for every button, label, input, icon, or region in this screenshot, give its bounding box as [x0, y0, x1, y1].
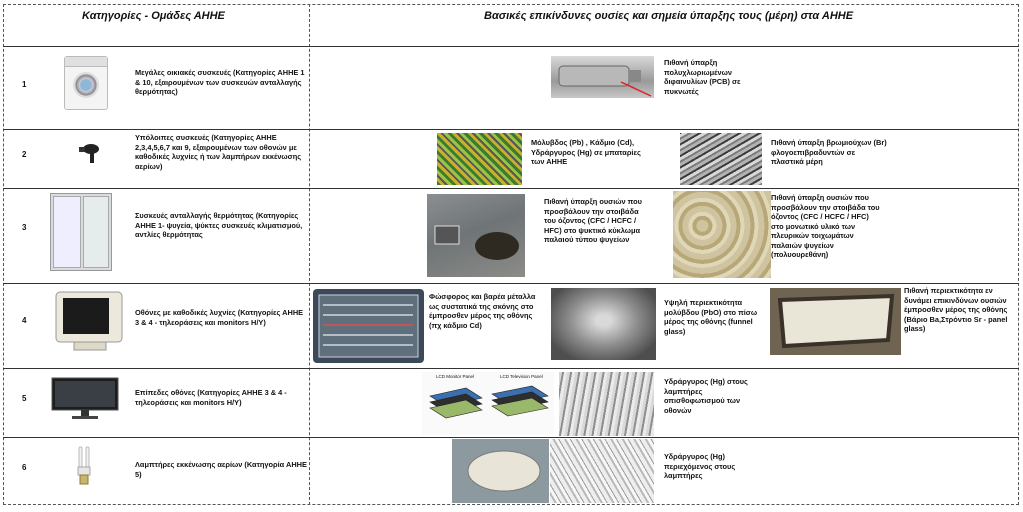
category-text: Μεγάλες οικιακές συσκευές (Κατηγορίες ΑΗΗΕ 1 & 10, εξαιρουμένων των συσκευών ανταλλαγής θερμότητας): [135, 68, 305, 96]
flat-screen-icon: [50, 376, 120, 420]
category-text: Οθόνες με καθοδικές λυχνίες (Κατηγορίες ΑΗΗΕ 3 & 4 - τηλεοράσεις και monitors Η/Υ): [135, 308, 304, 327]
crt-front-panel-photo: [313, 289, 424, 363]
capacitor-drawing: [551, 56, 654, 98]
row-divider: [3, 46, 1019, 47]
compressor-drawing: [427, 194, 525, 277]
cfl-bulb-icon: [76, 446, 92, 486]
capacitor-photo: [551, 56, 654, 98]
refrigerant-circuit-photo: [427, 194, 525, 277]
hazard-note: Υδράργυρος (Hg) στους λαμπτήρες οπισθοφωτισμού των οθονών: [664, 377, 748, 415]
category-text: Υπόλοιπες συσκευές (Κατηγορίες ΑΗΗΕ 2,3,4,5,6,7 και 9, εξαιρουμένων των οθονών με καθοδικές λυχνίες ή των λαμπήρων εκκένωσης αερίων): [135, 133, 302, 171]
lcd-layers-drawing: [422, 372, 554, 435]
row-number: 2: [22, 150, 27, 159]
hazard-note: Πιθανή περιεκτικότητα εν δυνάμει επικινδύνων ουσιών έμπροσθεν μέρος της οθόνης (Βάριο Ba,Στρόντιο Sr - panel glass): [904, 286, 1008, 333]
lcd-diagram: [422, 372, 554, 435]
header-hazards: Βασικές επικίνδυνες ουσίες και σημεία ύπαρξης τους (μέρη) στα ΑΗΗΕ: [484, 10, 854, 22]
panel-glass-drawing: [770, 288, 901, 355]
row-divider: [3, 368, 1019, 369]
header-categories: Κατηγορίες - Ομάδες ΑΗΗΕ: [82, 10, 225, 22]
row-divider: [3, 129, 1019, 130]
hazard-note: Πιθανή ύπαρξη βρωμιούχων (Br) φλογοεπιβραδυντών σε πλαστικά μέρη: [771, 138, 887, 166]
hazard-note: Πιθανή ύπαρξη ουσιών που προσβάλουν την στοιβάδα του όζοντος (CFC / HCFC / HFC) στο ψυκτικό κύκλωμα παλαιού τύπου ψυγείων: [544, 197, 642, 244]
fridge-image: [50, 193, 112, 271]
row-number: 3: [22, 223, 27, 232]
backlight-lamps-photo: [559, 372, 654, 436]
row-number: 4: [22, 316, 27, 325]
row-divider: [3, 188, 1019, 189]
hazard-note: Μόλυβδος (Pb) , Κάδμιο (Cd), Υδράργυρος (Hg) σε μπαταρίες των ΑΗΗΕ: [531, 138, 641, 166]
hazard-note: Υδράργυρος (Hg) περιεχόμενος στους λαμπτήρες: [664, 452, 736, 480]
category-text: Λαμπτήρες εκκένωσης αερίων (Κατηγορία ΑΗΗΕ 5): [135, 460, 307, 479]
column-divider: [309, 4, 310, 505]
row-divider: [3, 437, 1019, 438]
category-text: Συσκευές ανταλλαγής θερμότητας (Κατηγορίες ΑΗΗΕ 1- ψυγεία, ψύκτες συσκευές κλιματισμού, αντλίες θερμότητας: [135, 211, 303, 239]
hazard-note: Πιθανή ύπαρξη ουσιών που προσβάλουν την στοιβάδα του όζοντος (CFC / HCFC / HFC) στο μονωτικό υλικό των πλευρικών τοιχωμάτων παλαιών ψυγείων (πολυουρεθάνη): [771, 193, 880, 259]
insulation-photo: [673, 191, 771, 278]
washing-machine-image: [64, 56, 108, 110]
hazard-note: Φώσφορος και βαρέα μέταλλα ως συστατικά της σκόνης στο έμπροσθεν μέρος της οθόνης (πχ κάδμιο Cd): [429, 292, 536, 330]
hazard-note: Υψηλή περιεκτικότητα μολύβδου (PbO) στο πίσω μέρος της οθόνης (funnel glass): [664, 298, 758, 336]
funnel-glass-photo: [551, 288, 656, 360]
crt-monitor-icon: [54, 290, 124, 352]
row-divider: [3, 283, 1019, 284]
dish-drawing: [452, 439, 549, 503]
category-text: Επίπεδες οθόνες (Κατηγορίες ΑΗΗΕ 3 & 4 - τηλεοράσεις και monitors Η/Υ): [135, 388, 287, 407]
broken-lamps-photo: [550, 439, 654, 503]
hazard-note: Πιθανή ύπαρξη πολυχλωριωμένων διφαινυλίων (PCB) σε πυκνωτές: [664, 58, 741, 96]
row-number: 6: [22, 463, 27, 472]
panel-glass-photo: [770, 288, 901, 355]
phosphor-table-drawing: [313, 289, 424, 363]
lcd-tv-label: LCD Television Panel: [500, 374, 543, 379]
batteries-photo: [437, 133, 522, 185]
lcd-monitor-label: LCD Monitor Panel: [436, 374, 475, 379]
mercury-dish-photo: [452, 439, 549, 503]
hair-dryer-icon: [76, 142, 100, 164]
plastic-parts-photo: [680, 133, 762, 185]
row-number: 1: [22, 80, 27, 89]
row-number: 5: [22, 394, 27, 403]
